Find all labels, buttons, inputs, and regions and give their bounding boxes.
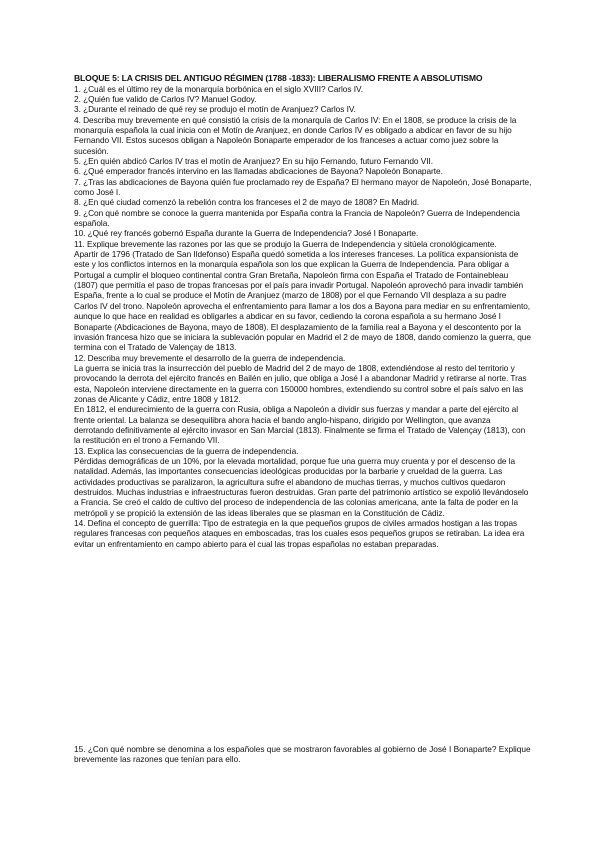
question-4: 4. Describa muy brevemente en qué consistió la crisis de la monarquía de Carlos IV: En el 1808, se produce la crisis de la monarquía española la cual inicia con el Motín de Aranjuez, en donde Carlos IV es obligado a abdicar en favor de su hijo Fernando VII. Estos sucesos obligan a Napoleón Bonaparte emperador de los franceses a actuar como juez sobre la sucesión. xyxy=(74,114,517,156)
question-15: 15. ¿Con qué nombre se denomina a los españoles que se mostraron favorables al gobierno de José I Bonaparte? Explique brevemente las razones que tenían para ello. xyxy=(74,744,531,765)
question-14: 14. Defina el concepto de guerrilla: Tipo de estrategia en la que pequeños grupos de civiles armados hostigan a las tropas regulares francesas con pequeños ataques en emboscadas, tras los cuales esos pequeños grupos se retiraban. La idea era evitar un enfrentamiento en campo abierto para el cual las tropas españolas no estaban preparadas. xyxy=(74,518,525,549)
answer-11: Apartir de 1796 (Tratado de San Ildefonso) España quedó sometida a los intereses franceses. La política expansionista de este y los conflictos internos en la monarquía española son los que explican la Guerra de Independencia. Para obligar a Portugal a cumplir el bloqueo continental contra Gran Bretaña, Napoleón firma con España el Tratado de Fontainebleau (1807) que permitía el paso de tropas francesas por el país para invadir Portugal. Napoleón aprovechó para invadir también España, frente a lo cual se produce el Motín de Aranjuez (marzo de 1808) por el que Fernando VII desplaza a su padre Carlos IV del trono. Napoleón aprovecha el enfrentamiento para llamar a los dos a Bayona para mediar en su enfrentamiento, aunque lo que hace en realidad es obligarles a abdicar en su favor, cediendo la corona española a su hermano José I Bonaparte (Abdicaciones de Bayona, mayo de 1808). El desplazamiento de la familia real a Bayona y el descontento por la invasión francesa hizo que se iniciara la sublevación popular en Madrid el 2 de mayo de 1808, dando comienzo la guerra, que termina con el Tratado de Valençay de 1813. xyxy=(74,249,531,353)
document-body xyxy=(74,73,532,549)
answer-12-part-1: La guerra se inicia tras la insurrección del pueblo de Madrid del 2 de mayo de 1808, extendiéndose al resto del territorio y provocando la derrota del ejército francés en Bailén en julio, que obliga a José I a abandonar Madrid y retirarse al norte. Tras esta, Napoleón interviene directamente en la guerra con 150000 hombres, extendiendo su control sobre el país salvo en las zonas de Alicante y Cádiz, entre 1808 y 1812. xyxy=(74,362,527,404)
answer-13: Pérdidas demográficas de un 10%, por la elevada mortalidad, porque fue una guerra muy cruenta y por el descenso de la natalidad. Además, las importantes consecuencias ideológicas producidas por la barbarie y crueldad de la guerra. Las actividades productivas se paralizaron, la agricultura sufre el abandono de muchas tierras, y muchos cultivos quedaron destruidos. Muchas industrias e infraestructuras fueron destruidas. Gran parte del patrimonio artístico se expolió llevándoselo a Francia. Se creó el caldo de cultivo del proceso de independencia de las colonias americana, ante la falta de poder en la metrópoli y se propició la extensión de las ideas liberales que se plasman en la Constitución de Cádiz. xyxy=(74,455,529,518)
question-7: 7. ¿Tras las abdicaciones de Bayona quién fue proclamado rey de España? El hermano mayor de Napoleón, José Bonaparte, como José I. xyxy=(74,176,532,198)
question-11: 11. Explique brevemente las razones por las que se produjo la Guerra de Independencia y sitúela cronológicamente. xyxy=(74,238,497,249)
question-10: 10. ¿Qué rey francés gobernó España durante la Guerra de Independencia? José I Bonaparte. xyxy=(74,228,419,239)
question-12: 12. Describa muy brevemente el desarrollo de la guerra de independencia. xyxy=(74,352,346,363)
page-title: BLOQUE 5: LA CRISIS DEL ANTIGUO RÉGIMEN (1788 -1833): LIBERALISMO FRENTE A ABSOLUTISMO xyxy=(74,73,483,83)
question-1: 1. ¿Cuál es el último rey de la monarquía borbónica en el siglo XVIII? Carlos IV. xyxy=(74,83,363,94)
question-8: 8. ¿En qué ciudad comenzó la rebelión contra los franceses el 2 de mayo de 1808? En Madrid. xyxy=(74,197,420,208)
question-6: 6. ¿Qué emperador francés intervino en las llamadas abdicaciones de Bayona? Napoleón Bonaparte. xyxy=(74,166,443,177)
question-5: 5. ¿En quién abdicó Carlos IV tras el motín de Aranjuez? En su hijo Fernando, futuro Fernando VII. xyxy=(74,156,433,166)
answer-12-part-2: En 1812, el endurecimiento de la guerra con Rusia, obliga a Napoleón a dividir sus fuerzas y mandar a parte del ejército al frente oriental. La balanza se desequilibra ahora hacia el bando anglo-hispano, dirigido por Wellington, que avanza derrotando definitivamente al ejército invasor en San Marcial (1813). Finalmente se firma el Tratado de Valençay (1813), con la restitución en el trono a Fernando VII. xyxy=(74,404,526,446)
question-2: 2. ¿Quién fue valido de Carlos IV? Manuel Godoy. xyxy=(74,93,257,104)
question-9: 9. ¿Con qué nombre se conoce la guerra mantenida por España contra la Francia de Napoleón? Guerra de Independencia española. xyxy=(74,207,520,229)
question-3: 3. ¿Durante el reinado de qué rey se produjo el motín de Aranjuez? Carlos IV. xyxy=(74,104,356,115)
question-13: 13. Explica las consecuencias de la guerra de independencia. xyxy=(74,445,299,456)
